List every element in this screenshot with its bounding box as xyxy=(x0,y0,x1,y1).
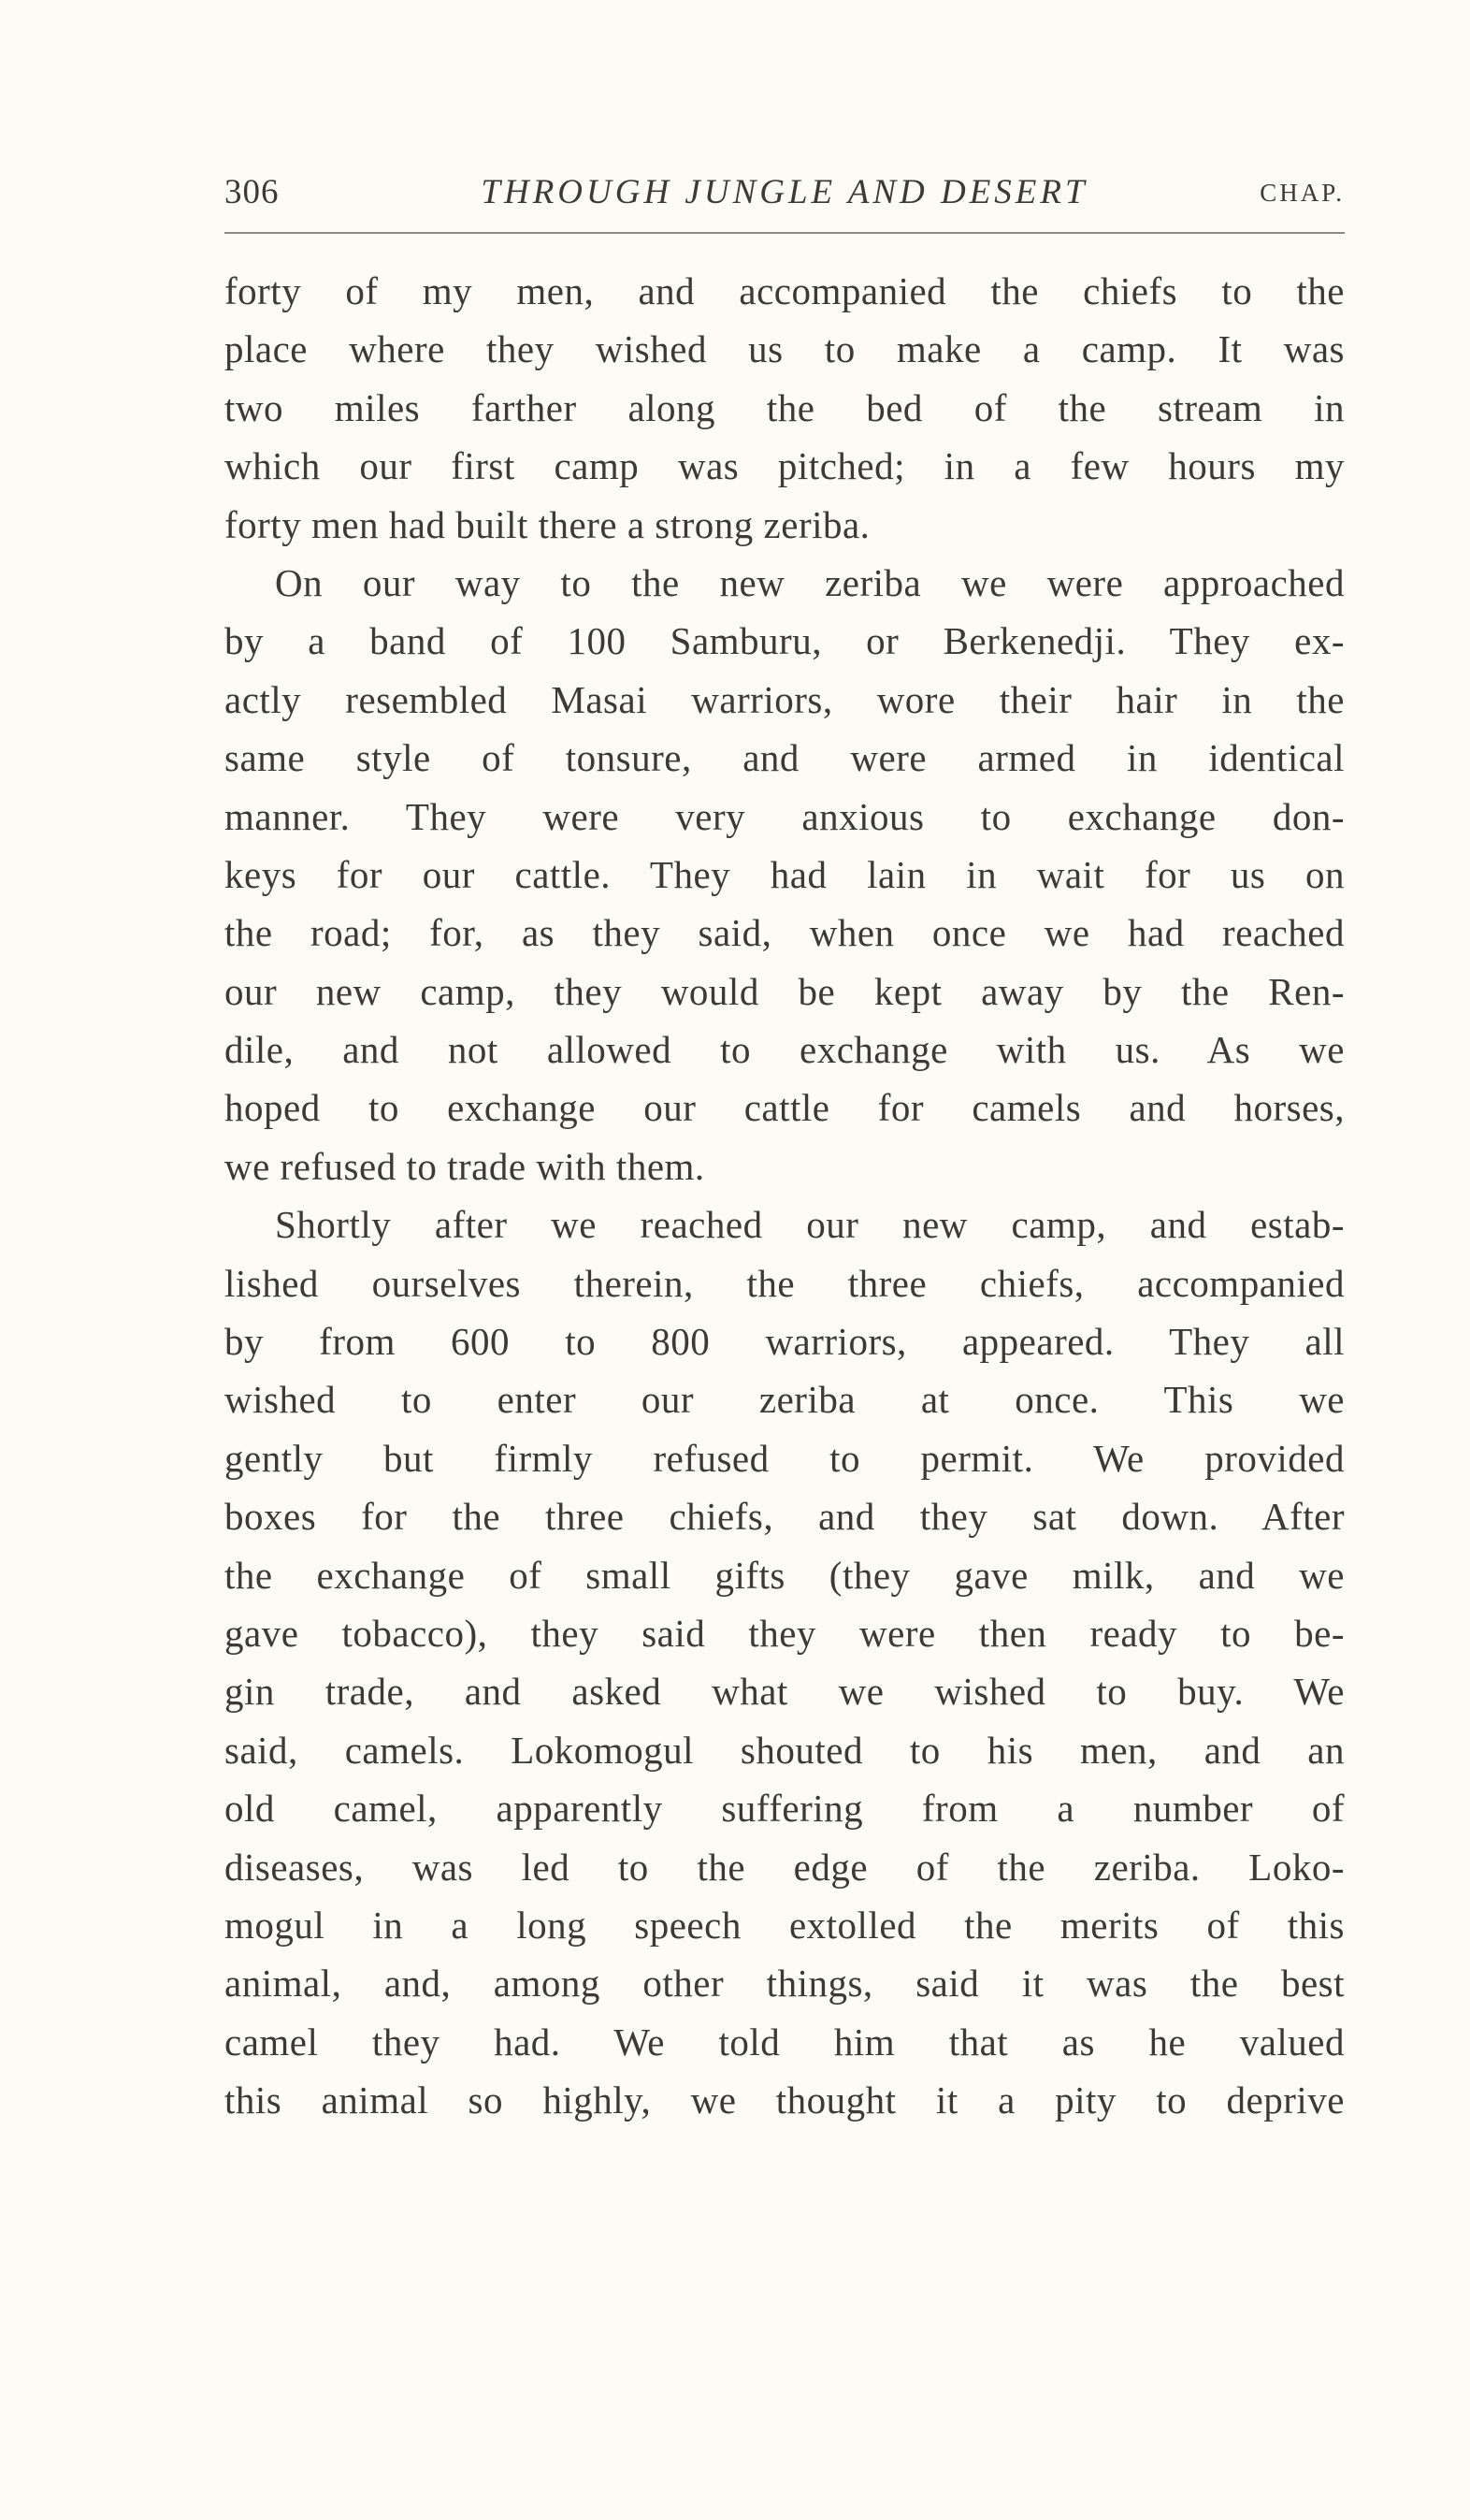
text-line: wished to enter our zeriba at once. This we xyxy=(224,1378,1345,1422)
text-line: Shortly after we reached our new camp, and estab- xyxy=(275,1203,1345,1247)
text-line: we refused to trade with them. xyxy=(224,1144,705,1188)
running-title: THROUGH JUNGLE AND DESERT xyxy=(481,173,1088,211)
text-line: forty of my men, and accompanied the chiefs to the xyxy=(224,269,1345,312)
header-rule xyxy=(224,232,1345,234)
text-line: lished ourselves therein, the three chiefs, accompanied xyxy=(224,1261,1345,1305)
text-line: place where they wished us to make a camp. It was xyxy=(224,327,1345,371)
text-line: animal, and, among other things, said it was the best xyxy=(224,1962,1345,2006)
text-line: gently but firmly refused to permit. We provided xyxy=(224,1436,1345,1480)
text-line: On our way to the new zeriba we were approached xyxy=(275,560,1345,604)
text-line: gave tobacco), they said they were then ready to be- xyxy=(224,1611,1345,1655)
text-line: gin trade, and asked what we wished to buy. We xyxy=(224,1670,1345,1714)
text-line: our new camp, they would be kept away by the Ren- xyxy=(224,969,1345,1013)
text-line: by from 600 to 800 warriors, appeared. They all xyxy=(224,1320,1345,1364)
text-line: old camel, apparently suffering from a number of xyxy=(224,1787,1345,1831)
text-line: this animal so highly, we thought it a pity to deprive xyxy=(224,2078,1345,2122)
text-line: said, camels. Lokomogul shouted to his men, and an xyxy=(224,1728,1345,1772)
text-line: two miles farther along the bed of the stream in xyxy=(224,385,1345,429)
page-number: 306 xyxy=(224,173,280,211)
text-line: mogul in a long speech extolled the merits of this xyxy=(224,1903,1345,1947)
text-line: the exchange of small gifts (they gave milk, and we xyxy=(224,1553,1345,1597)
text-line: diseases, was led to the edge of the zeriba. Loko- xyxy=(224,1845,1345,1889)
text-line: dile, and not allowed to exchange with us. As we xyxy=(224,1028,1345,1072)
text-line: hoped to exchange our cattle for camels and horses, xyxy=(224,1086,1345,1130)
text-line: actly resembled Masai warriors, wore their hair in the xyxy=(224,677,1345,721)
text-line: forty men had built there a strong zeriba. xyxy=(224,502,871,546)
text-line: the road; for, as they said, when once we had reached xyxy=(224,911,1345,955)
running-head xyxy=(224,165,1345,221)
text-line: which our first camp was pitched; in a few hours my xyxy=(224,444,1345,488)
text-line: keys for our cattle. They had lain in wait for us on xyxy=(224,852,1345,896)
text-line: by a band of 100 Samburu, or Berkenedji. They ex- xyxy=(224,619,1345,663)
chapter-mark: CHAP. xyxy=(1260,179,1345,207)
text-line: manner. They were very anxious to exchange don- xyxy=(224,794,1345,838)
text-line: same style of tonsure, and were armed in identical xyxy=(224,736,1345,780)
body-text xyxy=(224,262,1345,2130)
text-line: boxes for the three chiefs, and they sat down. After xyxy=(224,1495,1345,1539)
text-line: camel they had. We told him that as he valued xyxy=(224,2020,1345,2064)
